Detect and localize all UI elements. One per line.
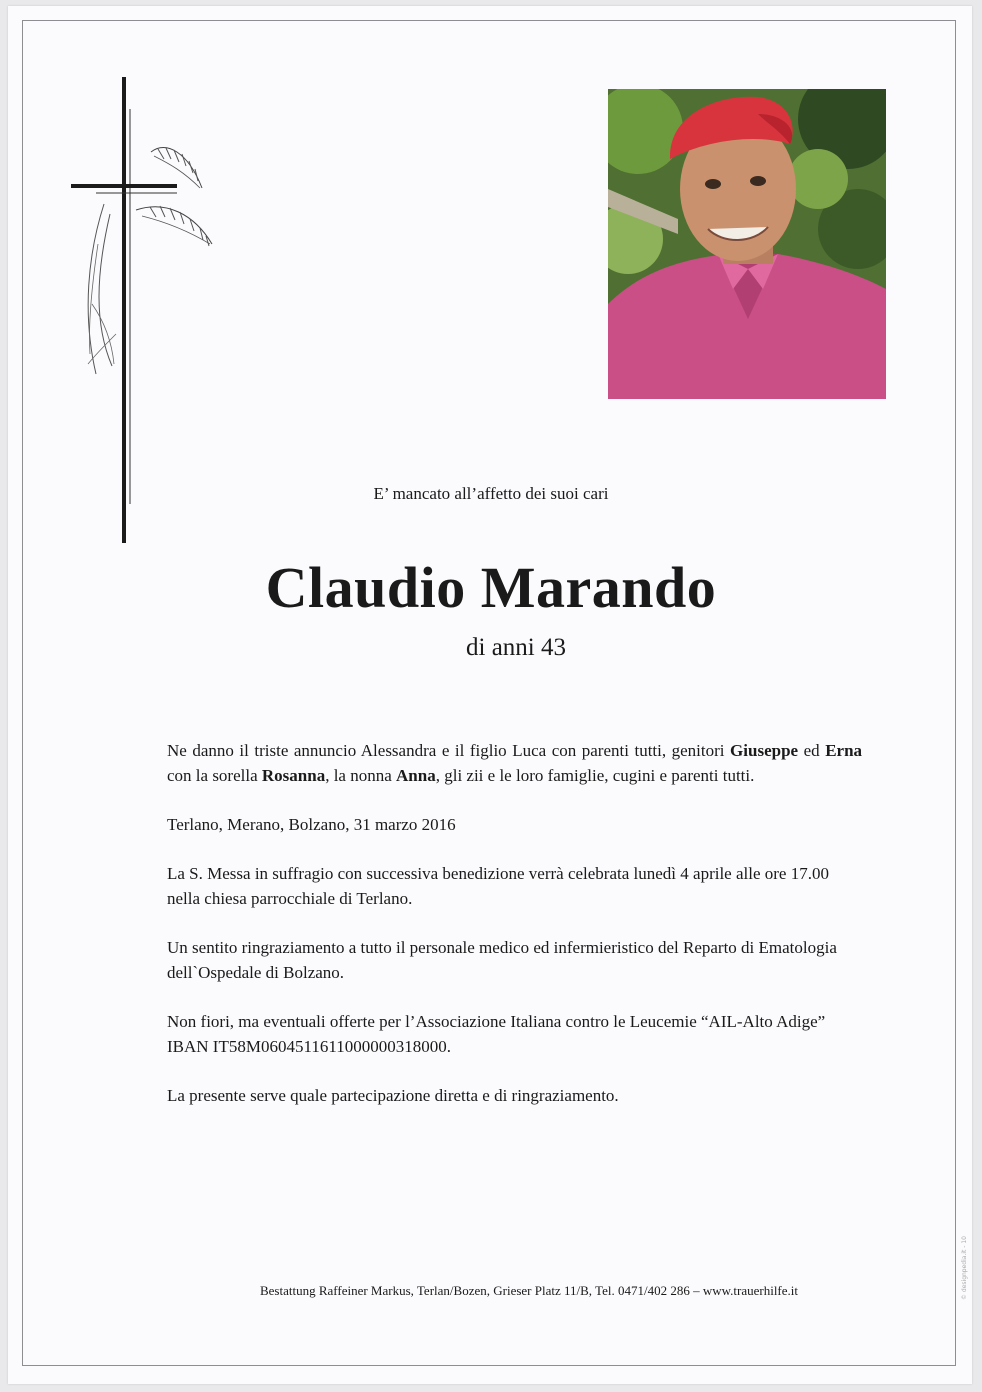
announcement-text-3: con la sorella	[167, 766, 258, 785]
announcement-text-5: , gli zii e le loro famiglie, cugini e parenti tutti.	[435, 766, 755, 785]
thanks-paragraph: Un sentito ringraziamento a tutto il personale medico ed infermieristico del Reparto di Ematologia dell`Ospedale di Bolzano.	[167, 938, 837, 982]
mother-name: Erna	[825, 741, 863, 760]
sister-name: Rosanna	[261, 766, 326, 785]
announcement-text-1: Ne danno il triste annuncio Alessandra e il figlio Luca con parenti tutti, genitori	[167, 741, 725, 760]
announcement-text-2: ed	[803, 741, 820, 760]
portrait-photo	[608, 89, 886, 399]
intro-line: E’ mancato all’affetto dei suoi cari	[373, 484, 609, 503]
announcement-text-4: , la nonna	[325, 766, 392, 785]
deceased-age: di anni 43	[466, 634, 566, 661]
grandmother-name: Anna	[396, 766, 436, 785]
donations-paragraph: Non fiori, ma eventuali offerte per l’Associazione Italiana contro le Leucemie “AIL-Alto Adige” IBAN IT58M0604511611000000318000.	[167, 1012, 826, 1056]
notice-body	[167, 738, 862, 1132]
cross-with-wheat-icon	[66, 74, 226, 548]
funeral-home-footer: Bestattung Raffeiner Markus, Terlan/Bozen, Grieser Platz 11/B, Tel. 0471/402 286 – www.trauerhilfe.it	[259, 1283, 799, 1298]
side-watermark: © designpedia.it - 10	[961, 1235, 968, 1300]
father-name: Giuseppe	[730, 741, 799, 760]
place-date: Terlano, Merano, Bolzano, 31 marzo 2016	[167, 815, 456, 834]
closing-paragraph: La presente serve quale partecipazione diretta e di ringraziamento.	[167, 1086, 619, 1105]
mass-paragraph: La S. Messa in suffragio con successiva benedizione verrà celebrata lunedì 4 aprile alle ore 17.00 nella chiesa parrocchiale di Terlano.	[167, 864, 829, 908]
deceased-name: Claudio Marando	[265, 555, 717, 620]
announcement-paragraph	[167, 738, 862, 788]
